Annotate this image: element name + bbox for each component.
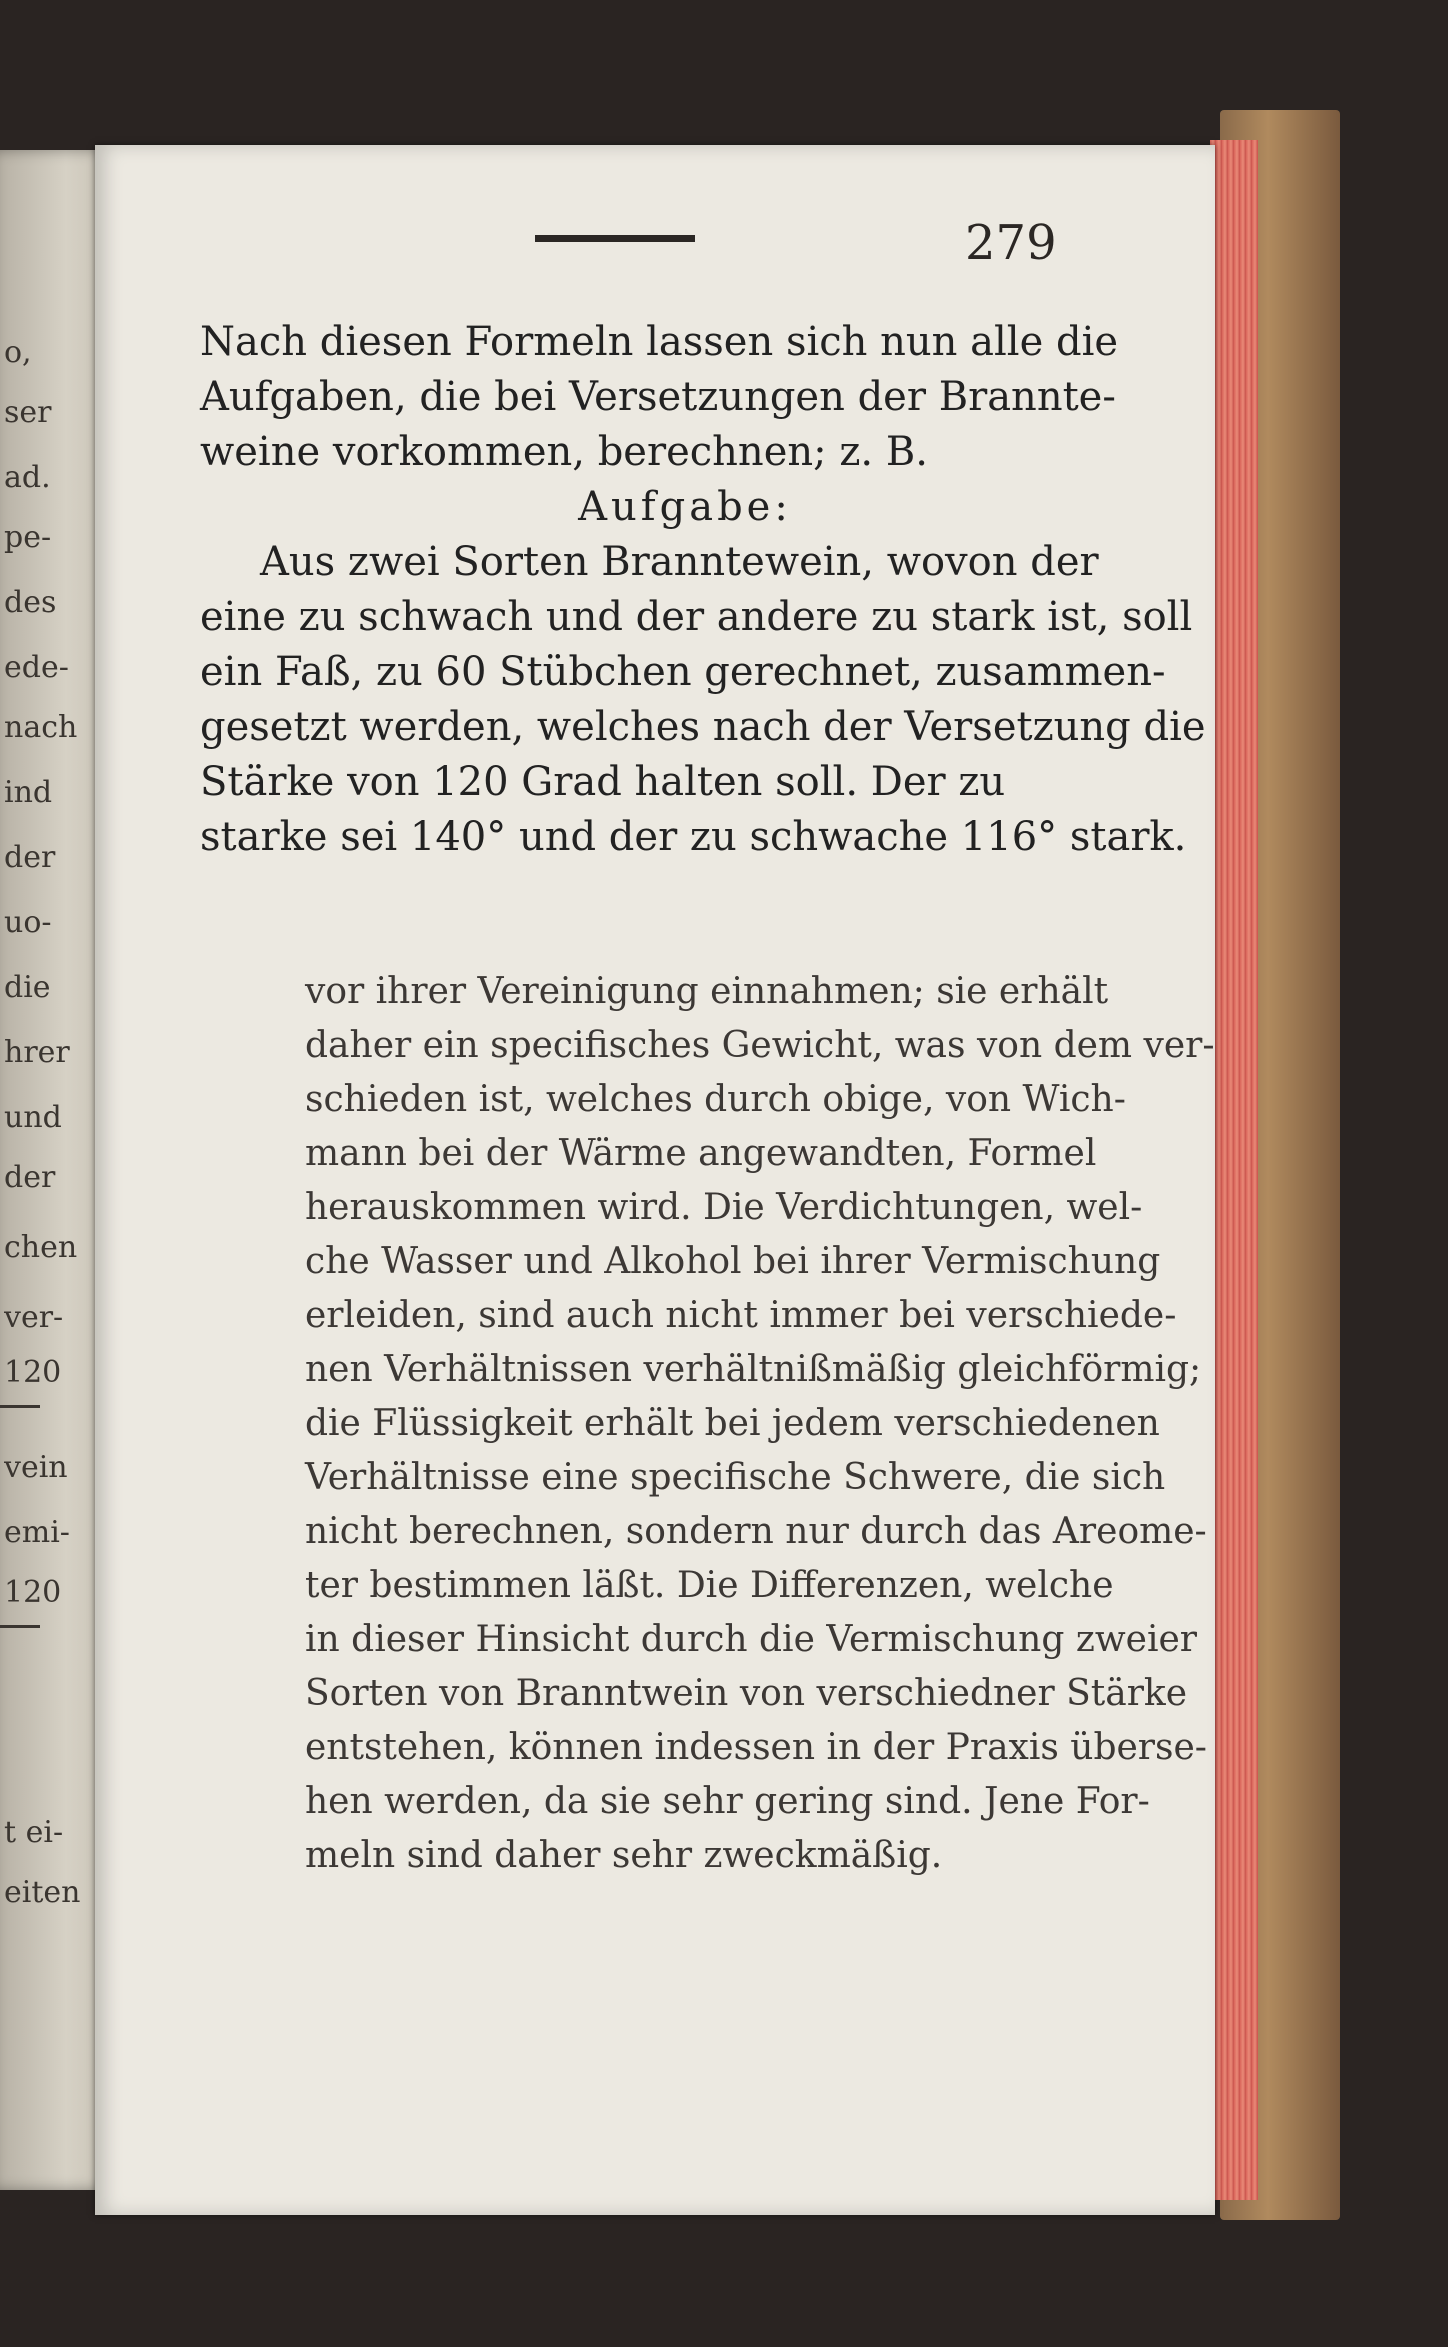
text-line: mann bei der Wärme angewandten, Formel (305, 1133, 1097, 1174)
text-line: starke sei 140° und der zu schwache 116° stark. (200, 814, 1187, 860)
left-fragment: vein (4, 1450, 68, 1485)
text-line: ein Faß, zu 60 Stübchen gerechnet, zusammen- (200, 649, 1166, 695)
book-page (95, 145, 1215, 2215)
left-fragment: 120 (4, 1575, 62, 1610)
text-line: eine zu schwach und der andere zu stark ist, soll (200, 594, 1193, 640)
left-fragment: o, (4, 335, 32, 370)
left-fragment: t ei- (4, 1815, 64, 1850)
text-line: Nach diesen Formeln lassen sich nun alle die (200, 319, 1119, 365)
text-line: entstehen, können indessen in der Praxis überse- (305, 1727, 1207, 1768)
text-line: erleiden, sind auch nicht immer bei verschiede- (305, 1295, 1177, 1336)
text-line: hen werden, da sie sehr gering sind. Jene For- (305, 1781, 1150, 1822)
text-line: Aufgaben, die bei Versetzungen der Brannte- (200, 374, 1116, 420)
text-line: nen Verhältnissen verhältnißmäßig gleichförmig; (305, 1349, 1202, 1390)
left-fragment: chen (4, 1230, 78, 1265)
text-line: Stärke von 120 Grad halten soll. Der zu (200, 759, 1006, 805)
left-divider (0, 1405, 40, 1408)
left-page (0, 150, 110, 2190)
text-line: meln sind daher sehr zweckmäßig. (305, 1835, 943, 1876)
left-fragment: ede- (4, 650, 69, 685)
left-fragment: ind (4, 775, 53, 810)
text-line: weine vorkommen, berechnen; z. B. (200, 429, 928, 475)
left-fragment: ser (4, 395, 52, 430)
main-text (200, 315, 1206, 865)
left-fragment: eiten (4, 1875, 81, 1910)
text-line: die Flüssigkeit erhält bei jedem verschiedenen (305, 1403, 1160, 1444)
text-line: Sorten von Branntwein von verschiedner Stärke (305, 1673, 1188, 1714)
left-divider (0, 1625, 40, 1628)
header-rule (535, 235, 695, 242)
page-edges (1210, 140, 1258, 2200)
bleed-through-text (305, 965, 1215, 1883)
left-fragment: emi- (4, 1515, 70, 1550)
left-fragment: ad. (4, 460, 51, 495)
text-line: ter bestimmen läßt. Die Differenzen, welche (305, 1565, 1114, 1606)
left-fragment: ver- (4, 1300, 64, 1335)
left-fragment: der (4, 840, 56, 875)
text-line: herauskommen wird. Die Verdichtungen, wel- (305, 1187, 1143, 1228)
text-line: vor ihrer Vereinigung einnahmen; sie erhält (305, 971, 1109, 1012)
left-fragment: nach (4, 710, 78, 745)
text-line: gesetzt werden, welches nach der Versetzung die (200, 704, 1206, 750)
left-fragment: 120 (4, 1355, 62, 1390)
text-line: in dieser Hinsicht durch die Vermischung zweier (305, 1619, 1197, 1660)
text-line: Aus zwei Sorten Branntewein, wovon der (260, 539, 1099, 585)
text-line: nicht berechnen, sondern nur durch das Areome- (305, 1511, 1207, 1552)
left-fragment: uo- (4, 905, 52, 940)
left-fragment: und (4, 1100, 62, 1135)
left-fragment: die (4, 970, 51, 1005)
text-line: che Wasser und Alkohol bei ihrer Vermischung (305, 1241, 1161, 1282)
left-fragment: hrer (4, 1035, 70, 1070)
text-line: Verhältnisse eine specifische Schwere, die sich (305, 1457, 1166, 1498)
text-line: daher ein specifisches Gewicht, was von dem ver- (305, 1025, 1215, 1066)
left-fragment: der (4, 1160, 56, 1195)
left-fragment: des (4, 585, 57, 620)
text-line: schieden ist, welches durch obige, von Wich- (305, 1079, 1126, 1120)
section-heading: Aufgabe: (578, 484, 792, 530)
left-fragment: pe- (4, 520, 52, 555)
page-number: 279 (965, 215, 1057, 271)
